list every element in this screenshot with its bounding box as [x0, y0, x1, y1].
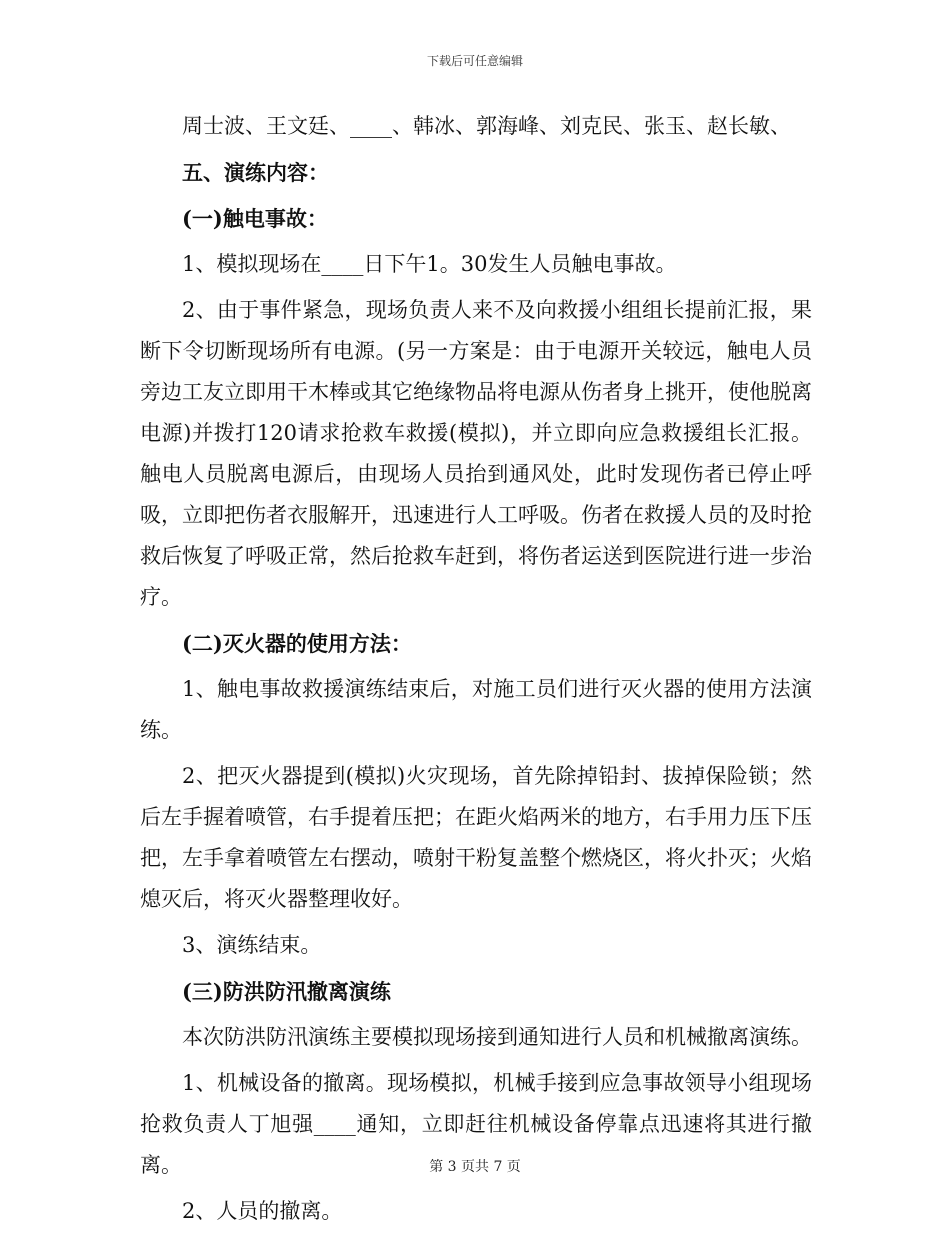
paragraph: 1、触电事故救援演练结束后，对施工员们进行灭火器的使用方法演练。 — [140, 677, 812, 742]
document-body — [140, 106, 812, 1237]
subsection-heading: (一)触电事故： — [182, 206, 328, 231]
paragraph: 1、模拟现场在____日下午1。30发生人员触电事故。 — [182, 252, 677, 276]
paragraph: 1、机械设备的撤离。现场模拟，机械手接到应急事故领导小组现场抢救负责人丁旭强____通知，立即赶往机械设备停靠点迅速将其进行撤离。 — [140, 1071, 812, 1177]
paragraph: 3、演练结束。 — [182, 933, 322, 957]
paragraph: 2、把灭火器提到(模拟)火灾现场，首先除掉铅封、拔掉保险锁；然后左手握着喷管，右手提着压把；在距火焰两米的地方，右手用力压下压把，左手拿着喷管左右摆动，喷射干粉复盖整个燃烧区，将火扑灭；火焰熄灭后，将灭火器整理收好。 — [140, 764, 812, 911]
paragraph: 本次防洪防汛演练主要模拟现场接到通知进行人员和机械撤离演练。 — [182, 1025, 812, 1049]
paragraph: 2、由于事件紧急，现场负责人来不及向救援小组组长提前汇报，果断下令切断现场所有电源。(另一方案是：由于电源开关较远，触电人员旁边工友立即用干木棒或其它绝缘物品将电源从伤者身上挑开，使他脱离电源)并拨打120请求抢救车救援(模拟)，并立即向应急救援组长汇报。触电人员脱离电源后，由现场人员抬到通风处，此时发现伤者已停止呼吸，立即把伤者衣服解开，迅速进行人工呼吸。伤者在救援人员的及时抢救后恢复了呼吸正常，然后抢救车赶到，将伤者运送到医院进行进一步治疗。 — [140, 298, 812, 609]
paragraph: 周士波、王文廷、____、韩冰、郭海峰、刘克民、张玉、赵长敏、 — [182, 114, 791, 138]
paragraph: 2、人员的撤离。 — [182, 1199, 343, 1223]
page-header: 下载后可任意编辑 — [426, 54, 523, 68]
subsection-heading: (二)灭火器的使用方法： — [182, 631, 412, 656]
section-heading: 五、演练内容： — [182, 160, 329, 185]
subsection-heading: (三)防洪防汛撤离演练 — [182, 979, 391, 1004]
page-footer: 第 3 页共 7 页 — [429, 1159, 521, 1175]
